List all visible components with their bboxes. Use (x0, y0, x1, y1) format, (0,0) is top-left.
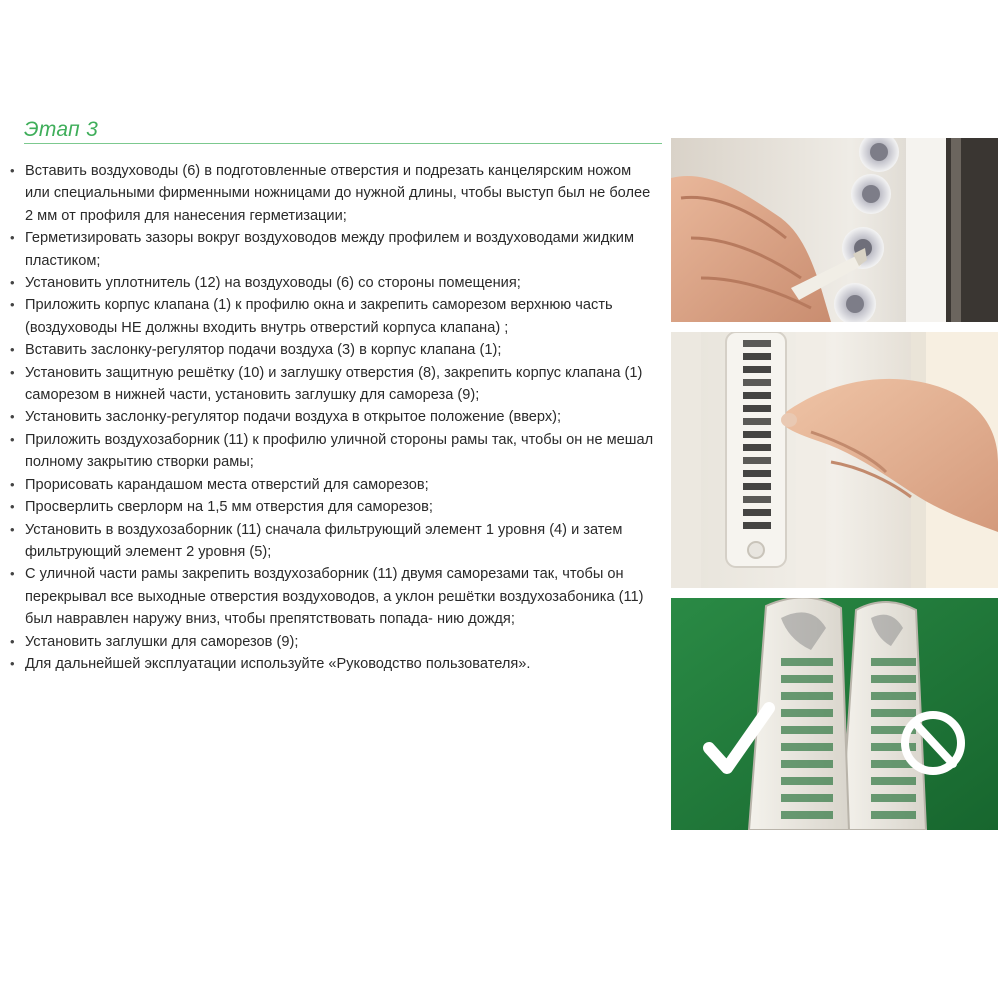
photo-air-intake-orientation (671, 598, 998, 830)
instruction-step (8, 496, 660, 518)
stage-header (24, 118, 662, 144)
bullet-icon: • (10, 431, 15, 447)
step-text: Приложить воздухозаборник (11) к профилю уличной стороны рамы так, чтобы он не мешал полному закрытию створки рамы; (25, 431, 654, 471)
bullet-icon: • (10, 342, 15, 358)
instruction-step (8, 406, 660, 428)
title-underline (24, 143, 662, 144)
step-text: Установить заглушки для саморезов (9); (25, 633, 299, 650)
bullet-icon: • (10, 364, 15, 380)
instruction-step (8, 563, 660, 630)
step-text: Вставить воздуховоды (6) в подготовленные отверстия и подрезать канцелярским ножом или специальными фирменными ножницами до нужной длины, чтобы выступ был не более 2 мм от профиля для нанесения герметизации; (25, 163, 651, 224)
step-text: Просверлить сверлорм на 1,5 мм отверстия для саморезов; (25, 499, 433, 516)
step-text: С уличной части рамы закрепить воздухозаборник (11) двумя саморезами так, чтобы он перекрывал все выходные отверстия воздуховодов, а уклон решётки воздухозабоника (11) был навравлен наружу вниз, чтобы препятствовать попада- нию дождя; (25, 566, 644, 628)
bullet-icon: • (10, 297, 15, 313)
step-text: Для дальнейшей эксплуатации используйте «Руководство пользователя». (25, 655, 531, 672)
step-text: Приложить корпус клапана (1) к профилю окна и закрепить саморезом верхнюю часть (воздуховоды НЕ должны входить внутрь отверстий корпуса клапана) ; (25, 297, 613, 336)
instruction-step (8, 227, 660, 272)
bullet-icon: • (10, 275, 15, 291)
bullet-icon: • (10, 633, 15, 649)
bullet-icon: • (10, 521, 15, 537)
instruction-step (8, 429, 660, 474)
step-text: Установить уплотнитель (12) на воздуховоды (6) со стороны помещения; (25, 275, 521, 292)
bullet-icon: • (10, 476, 15, 492)
step-text: Установить в воздухозаборник (11) сначала фильтрующий элемент 1 уровня (4) и затем фильтрующий элемент 2 уровня (5); (25, 521, 623, 560)
bullet-icon: • (10, 655, 15, 671)
instruction-step (8, 272, 660, 294)
photo-adjusting-valve-damper (671, 332, 998, 588)
photo-inserting-air-ducts (671, 138, 998, 322)
instruction-step (8, 160, 660, 227)
step-text: Установить заслонку-регулятор подачи воздуха в открытое положение (вверх); (25, 409, 562, 426)
instruction-step (8, 362, 660, 407)
step-text: Герметизировать зазоры вокруг воздуховодов между профилем и воздуховодами жидким пластиком; (25, 230, 634, 269)
step-text: Прорисовать карандашом места отверстий для саморезов; (25, 476, 429, 493)
instruction-step (8, 474, 660, 496)
step-text: Установить защитную решётку (10) и заглушку отверстия (8), закрепить корпус клапана (1) саморезом в нижней части, установить заглушку для самореза (9); (25, 364, 643, 404)
instruction-step (8, 339, 660, 361)
instruction-step (8, 653, 660, 675)
instruction-step (8, 294, 660, 339)
bullet-icon: • (10, 230, 15, 246)
bullet-icon: • (10, 409, 15, 425)
bullet-icon: • (10, 163, 15, 178)
bullet-icon: • (10, 566, 15, 582)
bullet-icon: • (10, 499, 15, 515)
step-text: Вставить заслонку-регулятор подачи воздуха (3) в корпус клапана (1); (25, 342, 502, 359)
instruction-step (8, 519, 660, 564)
stage-title: Этап 3 (24, 118, 99, 141)
instruction-step (8, 631, 660, 653)
instruction-list (8, 160, 660, 675)
